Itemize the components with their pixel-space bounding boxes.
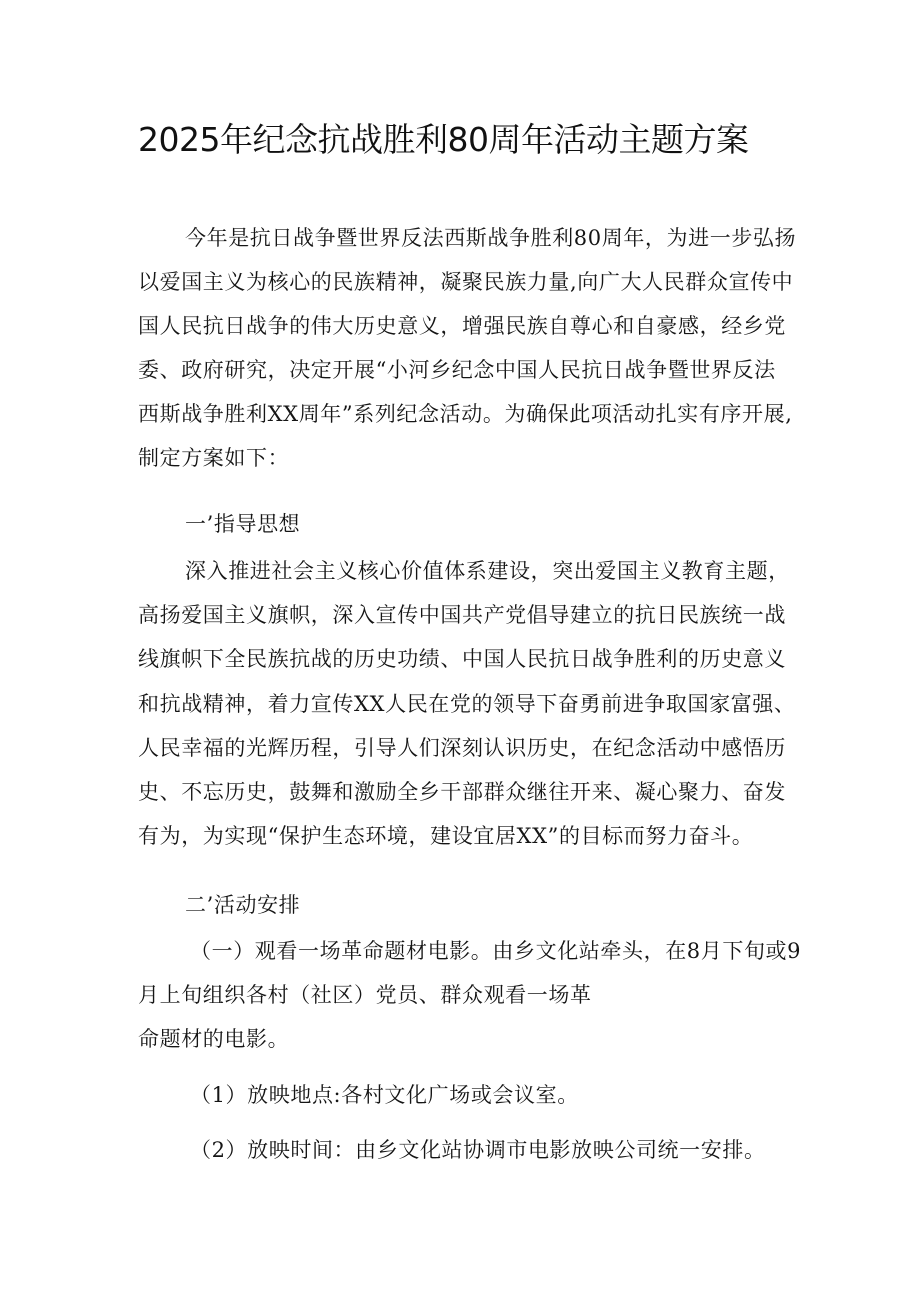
section1-line: 和抗战精神，着力宣传XX人民在党的领导下奋勇前进争取国家富强、 [138, 692, 796, 716]
intro-line: 国人民抗日战争的伟大历史意义，增强民族自尊心和自豪感，经乡党 [138, 314, 786, 338]
intro-line: 今年是抗日战争暨世界反法西斯战争胜利80周年，为进一步弘扬 [185, 226, 797, 250]
screening-time: （2）放映时间：由乡文化站协调市电影放映公司统一安排。 [190, 1138, 766, 1162]
intro-line: 西斯战争胜利XX周年”系列纪念活动。为确保此项活动扎实有序开展, [138, 402, 793, 426]
activity-item-line: （一）观看一场革命题材电影。由乡文化站牵头，在8月下旬或9 [190, 939, 802, 963]
intro-line: 制定方案如下： [138, 446, 290, 470]
activity-item-line: 命题材的电影。 [138, 1027, 290, 1051]
section-heading-guiding-ideology: 一’指导思想 [185, 512, 301, 536]
section1-line: 深入推进社会主义核心价值体系建设，突出爱国主义教育主题， [185, 559, 790, 583]
section1-line: 有为，为实现“保护生态环境，建设宜居XX”的目标而努力奋斗。 [138, 824, 754, 848]
screening-location: （1）放映地点:各村文化广场或会议室。 [190, 1083, 579, 1107]
section1-line: 高扬爱国主义旗帜，深入宣传中国共产党倡导建立的抗日民族统一战 [138, 603, 786, 627]
section1-line: 线旗帜下全民族抗战的历史功绩、中国人民抗日战争胜利的历史意义 [138, 647, 786, 671]
intro-line: 委、政府研究，决定开展“小河乡纪念中国人民抗日战争暨世界反法 [138, 358, 776, 382]
section-heading-activity-arrangement: 二’活动安排 [185, 893, 301, 917]
document-title: 2025年纪念抗战胜利80周年活动主题方案 [138, 120, 749, 159]
section1-line: 人民幸福的光辉历程，引导人们深刻认识历史，在纪念活动中感悟历 [138, 736, 786, 760]
intro-line: 以爱国主义为核心的民族精神，凝聚民族力量,向广大人民群众宣传中 [138, 270, 794, 294]
section1-line: 史、不忘历史，鼓舞和激励全乡干部群众继往开来、凝心聚力、奋发 [138, 780, 786, 804]
activity-item-line: 月上旬组织各村（社区）党员、群众观看一场革 [138, 983, 592, 1007]
